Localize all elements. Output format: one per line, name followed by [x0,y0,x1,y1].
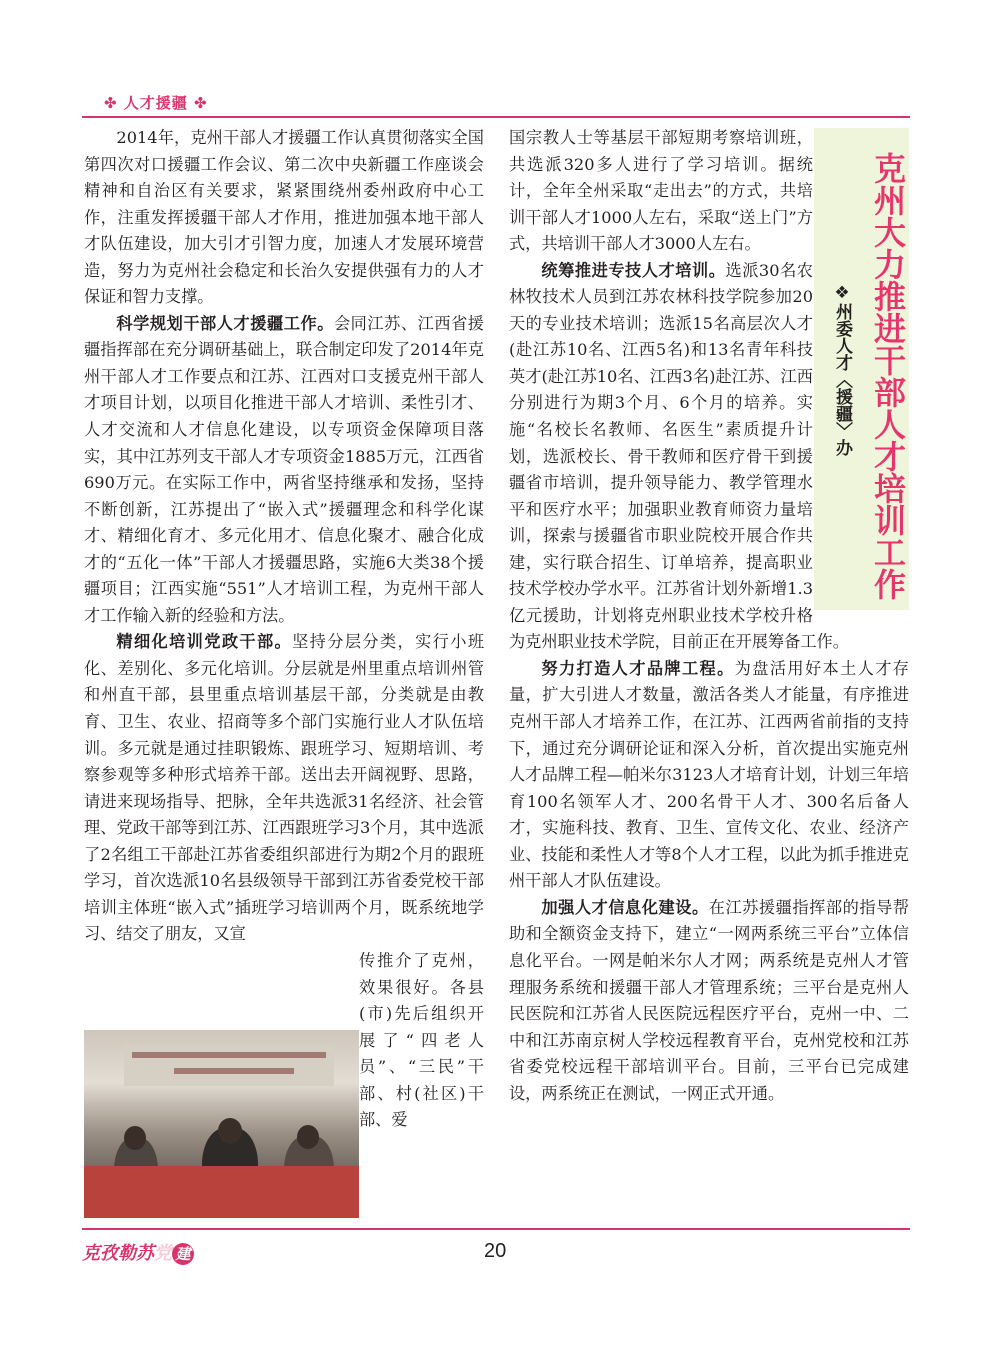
meeting-photo [84,1030,359,1218]
photo-table [84,1166,359,1218]
heading-planning: 科学规划干部人才援疆工作。 [116,313,334,333]
body-planning: 会同江苏、江西省援疆指挥部在充分调研基础上，联合制定印发了2014年克州干部人才工作要点和江苏、江西对口支援克州干部人才项目计划，以项目化推进干部人才培训、柔性引才、人才交流和人才信息化建设，以专项资金保障项目落实，其中江苏列支干部人才专项资金1885万元，江西省690万元。在实际工作中，两省坚持继承和发扬，坚持不断创新，江苏提出了“嵌入式”援疆理念和科学化谋才、精细化育才、多元化用才、信息化聚才、融合化成才的“五化一体”干部人才援疆思路，实施6大类38个援疆项目；江西实施“551”人才培训工程，为克州干部人才工作输入新的经验和方法。 [84,313,484,625]
brand-party: 党 [154,1243,172,1264]
page-number: 20 [484,1240,507,1262]
paragraph-party-cadres [84,629,484,948]
left-column [84,125,484,1152]
body-party-cadres: 坚持分层分类，实行小班化、差别化、多元化培训。分层就是州里重点培训州管和州直干部，县里重点培训基层干部，分类就是由教育、卫生、农业、招商等多个部门实施行业人才队伍培训。多元就是通过挂职锻炼、跟班学习、短期培训、考察参观等多种形式培养干部。送出去开阔视野、思路，请进来现场指导、把脉，全年共选派31名经济、社会管理、党政干部等到江苏、江西跟班学习3个月，其中选派了2名组工干部赴江苏省委组织部进行为期2个月的跟班学习，首次选派10名县级领导干部到江苏省委党校干部培训主体班“嵌入式”插班学习培训两个月，既系统地学习、结交了朋友，又宣 [84,632,485,944]
section-header: ✤ 人才援疆 ✤ [104,94,208,112]
heading-informatization: 加强人才信息化建设。 [541,897,709,917]
wrap-text: 传推介了克州，效果很好。各县(市)先后组织开展了“四老人员”、“三民”干部、村(社区)干部、爱 [359,950,484,1130]
brand-name: 克孜勒苏 [82,1243,154,1264]
photo-banner [124,1044,334,1086]
heading-tech-training: 统筹推进专技人才培训。 [541,260,726,280]
heading-talent-brand: 努力打造人才品牌工程。 [541,658,735,678]
continued-paragraph: 国宗教人士等基层干部短期考察培训班，共选派320多人进行了学习培训。据统计，全年全州采取“走出去”的方式，共培训干部人才1000人左右，采取“送上门”方式，共培训干部人才3000人左右。 [509,128,813,254]
body-talent-brand: 为盘活用好本土人才存量，扩大引进人才数量，激活各类人才能量，有序推进克州干部人才培养工作，在江苏、江西两省前指的支持下，通过充分调研论证和深入分析，首次提出实施克州人才品牌工程—帕米尔3123人才培育计划，计划三年培育100名领军人才、200名骨干人才、300名后备人才，实施科技、教育、卫生、宣传文化、农业、经济产业、技能和柔性人才等8个人才工程，以此为抓手推进克州干部人才队伍建设。 [509,658,909,891]
body-tech-training: 选派30名农林牧技术人员到江苏农林科技学院参加20天的专业技术培训；选派15名高层次人才(赴江苏10名、江西5名)和13名青年科技英才(赴江苏10名、江西3名)赴江苏、江西分别进行为期3个月、6个月的培养。实施“名校长名教师、名医生”素质提升计划，选派校长、骨干教师和医疗骨干到援疆省市培训，提升领导能力、教学管理水平和医疗水平；加强职业教育师资力量培训，探索与援疆省市职业院校开展合作共建，实行联合招生、订单培养，提高职业技术学校办学水平。江苏省计划外新增1.3亿元援助，计划将克州职业技术学校升格为克州职业技术学院，目前正在开展筹备工作。 [509,260,849,652]
intro-paragraph: 2014年，克州干部人才援疆工作认真贯彻落实全国第四次对口援疆工作会议、第二次中央新疆工作座谈会精神和自治区有关要求，紧紧围绕州委州政府中心工作，注重发挥援疆干部人才作用，推进加强本地干部人才队伍建设，加大引才引智力度，加速人才发展环境营造，努力为克州社会稳定和长治久安提供强有力的人才保证和智力支撑。 [84,128,484,307]
paragraph-planning [84,311,484,630]
magazine-brand [82,1239,194,1265]
footer-divider [82,1228,910,1230]
article-author: ❖州委人才〈援疆〉办 [832,283,852,456]
heading-party-cadres: 精细化培训党政干部。 [116,632,293,652]
header-divider [82,116,910,118]
paragraph-informatization [509,895,909,1107]
body-informatization: 在江苏援疆指挥部的指导帮助和全额资金支持下，建立“一网两系统三平台”立体信息化平台。一网是帕米尔人才网；两系统是克州人才管理服务系统和援疆干部人才管理系统；三平台是克州人民医院和江苏省人民医院远程医疗平台，克州一中、二中和江苏南京树人学校远程教育平台，克州党校和江苏省委党校远程干部培训平台。目前，三平台已完成建设，两系统正在测试，一网正式开通。 [509,897,909,1103]
paragraph-talent-brand [509,656,909,895]
brand-build: 建 [172,1243,194,1265]
article-title: 克州大力推进干部人才培训工作 [869,152,907,600]
